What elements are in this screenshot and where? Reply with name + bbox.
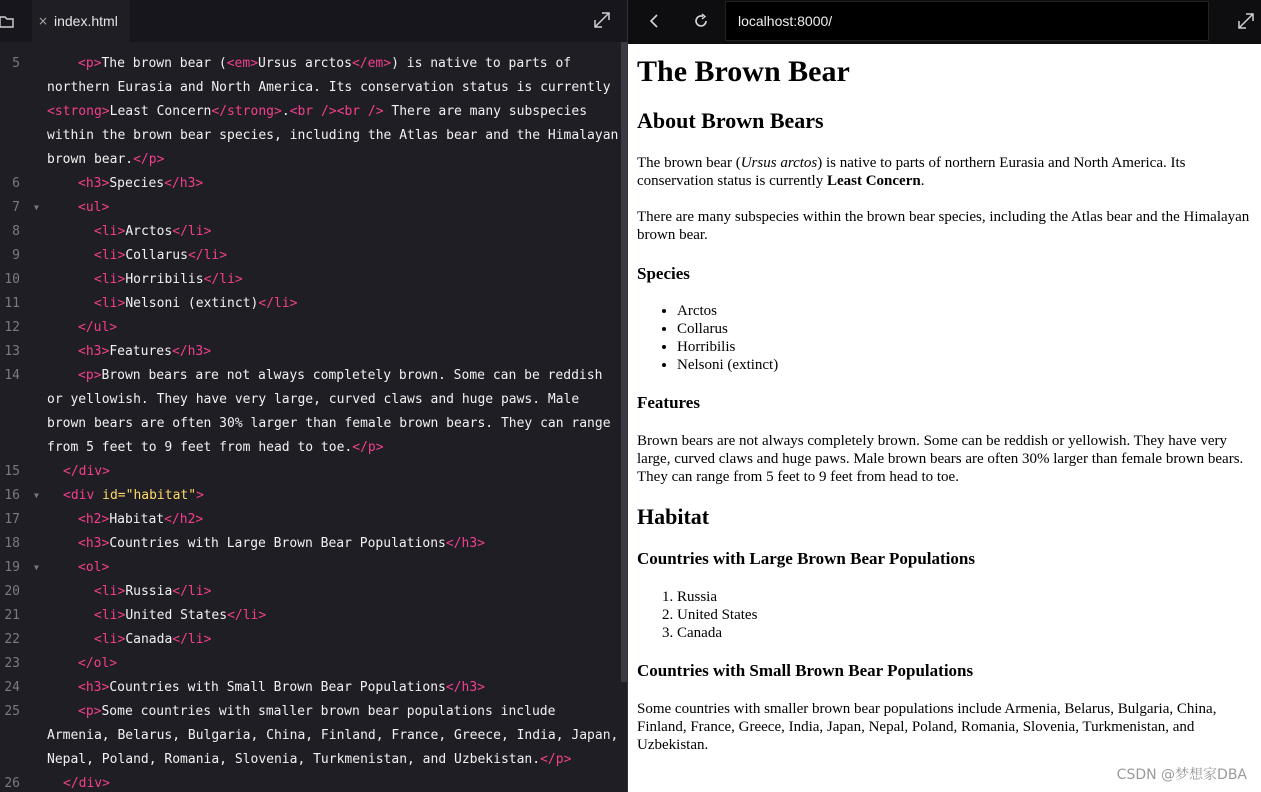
- line-number: 9: [12, 248, 20, 263]
- line-number: 24: [4, 680, 20, 695]
- rendered-page: [637, 44, 1257, 754]
- code-text: [78, 340, 211, 364]
- code-text: [78, 196, 109, 220]
- page-title: The Brown Bear: [637, 55, 850, 88]
- list-item: • Collarus: [677, 320, 1257, 338]
- html-tag-token: <p>: [78, 56, 102, 71]
- text-token: brown bears are often 30% larger than female brown bears. They can range: [47, 416, 611, 431]
- code-line[interactable]: [0, 772, 620, 792]
- code-line[interactable]: [0, 700, 620, 724]
- html-tag-token: <li>: [94, 224, 126, 239]
- html-tag-token: </em>: [351, 56, 392, 71]
- html-tag-token: <li>: [94, 272, 126, 287]
- html-tag-token: <li>: [94, 608, 126, 623]
- line-number: 13: [4, 344, 20, 359]
- code-text: [94, 628, 211, 652]
- text-token: within the brown bear species, including the Atlas bear and the Himalayan: [47, 128, 619, 143]
- expand-icon[interactable]: [593, 11, 611, 29]
- browser-toolbar: [628, 0, 1261, 44]
- code-line[interactable]: [0, 652, 620, 676]
- text-token: Collarus: [125, 248, 188, 263]
- text-token: United States: [125, 608, 228, 623]
- reload-icon[interactable]: [692, 12, 710, 30]
- back-arrow-icon[interactable]: [647, 12, 663, 30]
- text-token: from 5 feet to 9 feet from head to toe.: [47, 440, 353, 455]
- about-paragraph-1: The brown bear (Ursus arctos) is native to parts of northern Eurasia and North America. Its conservation status is currently Least Concern.: [637, 155, 1186, 189]
- code-line[interactable]: [0, 532, 620, 556]
- code-text: [78, 364, 602, 388]
- list-item: • Nelsoni (extinct): [677, 356, 1257, 374]
- address-text: localhost:8000/: [738, 13, 833, 29]
- line-number: 11: [4, 296, 20, 311]
- html-tag-token: <h2>: [78, 512, 110, 527]
- code-text: [94, 220, 211, 244]
- html-tag-token: </h3>: [171, 344, 212, 359]
- attribute-token: id=: [102, 488, 126, 503]
- close-icon[interactable]: ×: [38, 14, 49, 28]
- code-line[interactable]: [0, 460, 620, 484]
- html-tag-token: </li>: [172, 224, 212, 239]
- html-tag-token: <div: [63, 488, 103, 503]
- code-text: [47, 388, 579, 412]
- code-line[interactable]: [0, 196, 620, 220]
- code-line[interactable]: [0, 388, 620, 412]
- html-tag-token: </li>: [187, 248, 228, 263]
- features-paragraph: Brown bears are not always completely brown. Some can be reddish or yellowish. They have very large, curved claws and huge paws. Male brown bears are often 30% larger than female brown bears. They can range from 5 feet to 9 feet from head to toe.: [637, 433, 1244, 485]
- text-token: northern Eurasia and North America. Its conservation status is currently: [47, 80, 611, 95]
- text-token: Nelsoni (extinct): [125, 296, 259, 311]
- species-list: [637, 302, 1257, 374]
- large-populations-heading: Countries with Large Brown Bear Populations: [637, 549, 975, 568]
- line-number: 14: [4, 368, 20, 383]
- text-token: brown bear.: [47, 152, 134, 167]
- code-line[interactable]: [0, 364, 620, 388]
- code-line[interactable]: [0, 412, 620, 436]
- code-line[interactable]: [0, 748, 620, 772]
- code-line[interactable]: [0, 340, 620, 364]
- features-heading: Features: [637, 393, 700, 412]
- html-tag-token: <li>: [94, 632, 126, 647]
- text-token: Countries with Large Brown Bear Populations: [109, 536, 446, 551]
- code-area[interactable]: [0, 52, 620, 792]
- html-tag-token: <li>: [94, 296, 126, 311]
- html-tag-token: <ul>: [78, 200, 110, 215]
- attribute-token: "habitat": [125, 488, 197, 503]
- about-paragraph-2: There are many subspecies within the brown bear species, including the Atlas bear and the Himalayan brown bear.: [637, 209, 1250, 243]
- html-tag-token: </li>: [227, 608, 267, 623]
- text-token: Armenia, Belarus, Bulgaria, China, Finland, France, Greece, India, Japan,: [47, 728, 619, 743]
- code-line[interactable]: [0, 628, 620, 652]
- code-line[interactable]: [0, 436, 620, 460]
- species-heading: Species: [637, 264, 690, 283]
- html-tag-token: </ol>: [78, 656, 118, 671]
- html-tag-token: </p>: [133, 152, 165, 167]
- fold-caret-icon[interactable]: ▼: [34, 491, 39, 500]
- code-line[interactable]: [0, 604, 620, 628]
- text-token: or yellowish. They have very large, curved claws and huge paws. Male: [47, 392, 580, 407]
- code-line[interactable]: [0, 124, 620, 148]
- html-tag-token: <li>: [94, 584, 126, 599]
- code-line[interactable]: [0, 580, 620, 604]
- list-item: 2. United States: [677, 606, 1257, 624]
- line-number: 23: [4, 656, 20, 671]
- about-heading: About Brown Bears: [637, 108, 824, 133]
- html-tag-token: <li>: [94, 248, 126, 263]
- text-token: Brown bears are not always completely brown. Some can be reddish: [101, 368, 603, 383]
- code-line[interactable]: [0, 244, 620, 268]
- html-tag-token: <h3>: [78, 536, 110, 551]
- code-editor-pane: [0, 0, 627, 792]
- text-token: Russia: [125, 584, 173, 599]
- code-text: [47, 748, 571, 772]
- code-text: [47, 148, 164, 172]
- text-token: Countries with Small Brown Bear Populations: [109, 680, 446, 695]
- line-number: 25: [4, 704, 20, 719]
- line-number: 26: [4, 776, 20, 791]
- small-populations-paragraph: Some countries with smaller brown bear populations include Armenia, Belarus, Bulgaria, China, Finland, France, Greece, India, Japan, Nepal, Poland, Romania, Slovenia, Turkmenistan, and Uzbekistan.: [637, 701, 1217, 753]
- code-line[interactable]: [0, 100, 620, 124]
- tab-index-html[interactable]: [32, 0, 130, 42]
- code-text: [63, 460, 110, 484]
- code-text: [47, 436, 384, 460]
- code-text: [63, 484, 204, 508]
- code-line[interactable]: [0, 172, 620, 196]
- code-line[interactable]: [0, 556, 620, 580]
- line-number: 22: [4, 632, 20, 647]
- code-text: [78, 556, 109, 580]
- html-tag-token: <br /><br />: [289, 104, 384, 119]
- html-tag-token: </li>: [203, 272, 243, 287]
- code-text: [47, 724, 618, 748]
- html-tag-token: </li>: [172, 584, 212, 599]
- line-number: 6: [12, 176, 20, 191]
- code-text: [94, 268, 243, 292]
- code-text: [94, 244, 227, 268]
- line-number: 10: [4, 272, 20, 287]
- code-line[interactable]: [0, 484, 620, 508]
- small-populations-heading: Countries with Small Brown Bear Populations: [637, 661, 974, 680]
- line-number: 12: [4, 320, 20, 335]
- code-text: [94, 292, 298, 316]
- browser-preview-pane: [627, 0, 1261, 792]
- text-token: There are many subspecies: [383, 104, 588, 119]
- line-number: 19: [4, 560, 20, 575]
- code-line[interactable]: [0, 220, 620, 244]
- address-bar[interactable]: [725, 1, 1209, 41]
- text-token: ) is native to parts of: [391, 56, 572, 71]
- code-text: [47, 412, 611, 436]
- tab-label: index.html: [54, 13, 118, 29]
- list-item: 1. Russia: [677, 588, 1257, 606]
- code-text: [78, 52, 571, 76]
- html-tag-token: </h3>: [164, 176, 204, 191]
- line-number: 18: [4, 536, 20, 551]
- code-line[interactable]: [0, 52, 620, 76]
- html-tag-token: </ul>: [78, 320, 118, 335]
- text-token: Nepal, Poland, Romania, Slovenia, Turkmenistan, and Uzbekistan.: [47, 752, 541, 767]
- html-tag-token: <p>: [78, 368, 102, 383]
- list-item: • Horribilis: [677, 338, 1257, 356]
- line-number: 20: [4, 584, 20, 599]
- html-tag-token: <h3>: [78, 680, 110, 695]
- code-text: [94, 604, 266, 628]
- code-text: [94, 580, 211, 604]
- html-tag-token: </li>: [172, 632, 212, 647]
- text-token: The brown bear (: [101, 56, 227, 71]
- html-tag-token: </h3>: [445, 680, 485, 695]
- code-line[interactable]: [0, 316, 620, 340]
- code-text: [78, 508, 203, 532]
- code-text: [78, 700, 555, 724]
- code-text: [78, 652, 117, 676]
- line-number: 16: [4, 488, 20, 503]
- code-text: [47, 124, 618, 148]
- text-token: Horribilis: [125, 272, 204, 287]
- text-token: Features: [109, 344, 172, 359]
- code-line[interactable]: [0, 268, 620, 292]
- line-number: 17: [4, 512, 20, 527]
- text-token: Some countries with smaller brown bear populations include: [101, 704, 556, 719]
- html-tag-token: </div>: [63, 776, 110, 791]
- fold-caret-icon[interactable]: ▼: [34, 203, 39, 212]
- list-item: 3. Canada: [677, 624, 1257, 642]
- line-number: 21: [4, 608, 20, 623]
- text-token: Canada: [125, 632, 173, 647]
- html-tag-token: </li>: [258, 296, 298, 311]
- text-token: .: [281, 104, 290, 119]
- html-tag-token: <h3>: [78, 176, 110, 191]
- line-number: 8: [12, 224, 20, 239]
- html-tag-token: </strong>: [211, 104, 282, 119]
- html-tag-token: <ol>: [78, 560, 110, 575]
- code-line[interactable]: [0, 724, 620, 748]
- code-text: [47, 76, 611, 100]
- habitat-heading: Habitat: [637, 504, 710, 529]
- expand-icon[interactable]: [1237, 12, 1255, 30]
- code-line[interactable]: [0, 676, 620, 700]
- code-line[interactable]: [0, 508, 620, 532]
- code-text: [63, 772, 110, 792]
- html-tag-token: </p>: [540, 752, 572, 767]
- html-tag-token: >: [196, 488, 204, 503]
- text-token: Ursus arctos: [258, 56, 352, 71]
- code-line[interactable]: [0, 148, 620, 172]
- code-line[interactable]: [0, 76, 620, 100]
- code-text: [78, 676, 485, 700]
- html-tag-token: <h3>: [78, 344, 110, 359]
- fold-caret-icon[interactable]: ▼: [34, 563, 39, 572]
- large-countries-list: [637, 588, 1257, 642]
- line-number: 5: [12, 56, 20, 71]
- code-text: [78, 532, 485, 556]
- html-tag-token: </div>: [63, 464, 110, 479]
- folder-icon[interactable]: [0, 12, 16, 30]
- watermark: CSDN @梦想家DBA: [1116, 767, 1247, 783]
- text-token: Least Concern: [109, 104, 212, 119]
- code-text: [78, 172, 203, 196]
- editor-tab-bar: [0, 0, 627, 42]
- text-token: Habitat: [109, 512, 165, 527]
- html-tag-token: <em>: [226, 56, 259, 71]
- line-number: 7: [12, 200, 20, 215]
- html-tag-token: </p>: [352, 440, 384, 455]
- html-tag-token: </h2>: [164, 512, 204, 527]
- code-line[interactable]: [0, 292, 620, 316]
- list-item: • Arctos: [677, 302, 1257, 320]
- text-token: Arctos: [125, 224, 173, 239]
- code-text: [47, 100, 587, 124]
- text-token: Species: [109, 176, 165, 191]
- html-tag-token: <p>: [78, 704, 102, 719]
- code-text: [78, 316, 117, 340]
- html-tag-token: </h3>: [445, 536, 485, 551]
- html-tag-token: <strong>: [47, 104, 110, 119]
- line-number: 15: [4, 464, 20, 479]
